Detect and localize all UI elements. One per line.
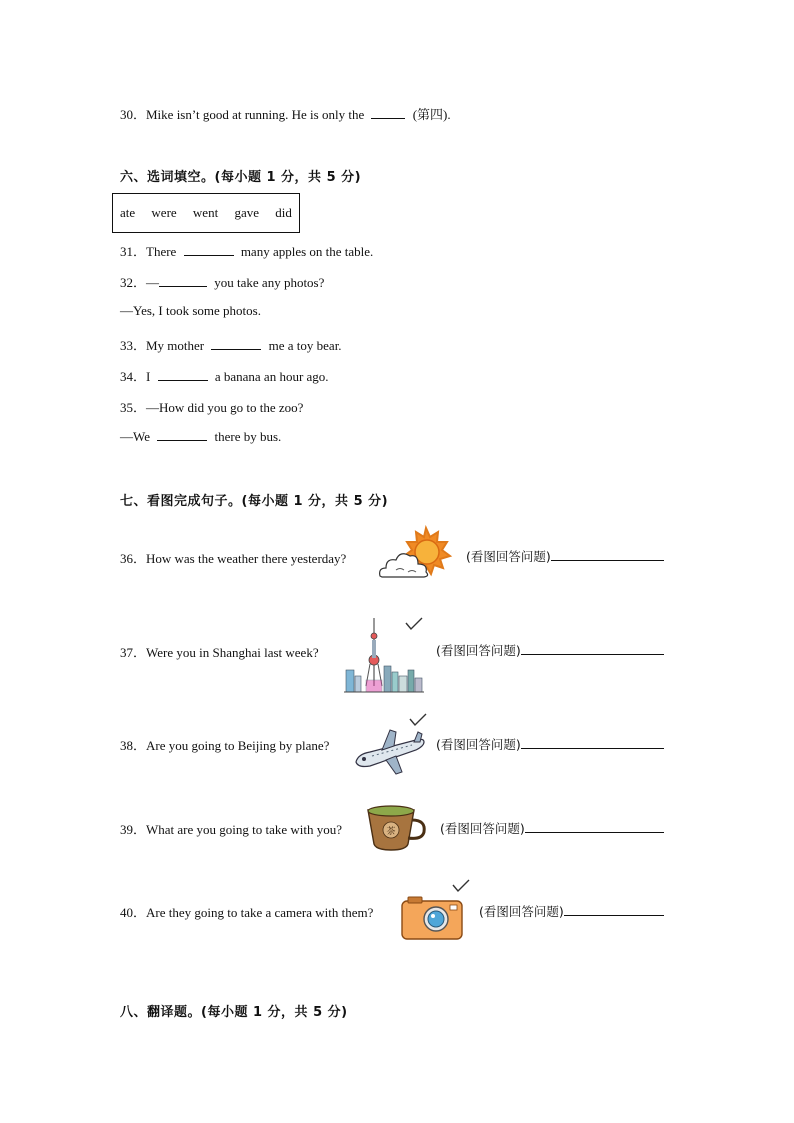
question-40-text: 40．Are they going to take a camera with them? xyxy=(120,905,374,920)
check-mark-icon xyxy=(409,713,427,727)
sun-cloud-icon xyxy=(376,524,454,580)
word-bank xyxy=(120,205,292,221)
question-38-text: 38．Are you going to Beijing by plane? xyxy=(120,738,330,753)
question-31-post: many apples on the table. xyxy=(240,244,374,259)
answer-blank[interactable] xyxy=(211,337,261,350)
question-33-post: me a toy bear. xyxy=(268,338,342,353)
answer-blank[interactable] xyxy=(159,274,207,287)
answer-line[interactable] xyxy=(525,820,664,833)
question-35-reply xyxy=(120,428,281,445)
answer-line[interactable] xyxy=(521,736,664,749)
tea-cup-icon xyxy=(366,804,428,854)
word-bank-box xyxy=(112,193,300,233)
question-32-pre: 32．— xyxy=(120,275,160,290)
question-35-pre: —We xyxy=(120,429,150,444)
answer-line[interactable] xyxy=(521,642,664,655)
question-37-answer xyxy=(436,641,664,659)
section-8-title: 八、翻译题。(每小题 1 分，共 5 分) xyxy=(120,1005,348,1020)
question-32-post: you take any photos? xyxy=(214,275,325,290)
answer-blank[interactable] xyxy=(184,243,234,256)
question-39-text: 39．What are you going to take with you? xyxy=(120,822,343,837)
answer-blank[interactable] xyxy=(158,368,208,381)
word-bank-item: did xyxy=(275,205,292,220)
word-bank-item: were xyxy=(151,205,177,220)
question-30-text: 30．Mike isn’t good at running. He is only the xyxy=(120,107,365,122)
question-36-text: 36．How was the weather there yesterday? xyxy=(120,551,347,566)
question-37-text: 37．Were you in Shanghai last week? xyxy=(120,645,319,660)
answer-prompt: (看图回答问题) xyxy=(466,549,551,564)
question-30-hint: (第四). xyxy=(412,107,451,122)
question-35: 35．—How did you go to the zoo? xyxy=(120,400,304,415)
question-34 xyxy=(120,366,329,385)
word-bank-item: went xyxy=(192,205,219,220)
section-7-title: 七、看图完成句子。(每小题 1 分，共 5 分) xyxy=(120,494,389,509)
answer-line[interactable] xyxy=(551,548,664,561)
question-40-answer xyxy=(479,902,664,920)
question-31-pre: 31．There xyxy=(120,244,177,259)
question-32 xyxy=(120,272,324,291)
question-39-answer xyxy=(440,819,664,837)
question-33 xyxy=(120,335,342,354)
question-31 xyxy=(120,241,373,260)
answer-blank[interactable] xyxy=(371,106,405,119)
question-33-pre: 33．My mother xyxy=(120,338,205,353)
word-bank-item: gave xyxy=(234,205,259,220)
check-mark-icon xyxy=(452,879,470,893)
question-32-reply: —Yes, I took some photos. xyxy=(120,303,261,318)
answer-blank[interactable] xyxy=(157,428,207,441)
question-34-pre: 34．I xyxy=(120,369,151,384)
answer-prompt: (看图回答问题) xyxy=(440,821,525,836)
word-bank-item: ate xyxy=(120,205,136,220)
answer-prompt: (看图回答问题) xyxy=(479,904,564,919)
answer-prompt: (看图回答问题) xyxy=(436,737,521,752)
question-36-answer xyxy=(466,547,664,565)
question-30 xyxy=(120,104,451,123)
shanghai-skyline-icon xyxy=(344,616,424,694)
answer-prompt: (看图回答问题) xyxy=(436,643,521,658)
question-35-post: there by bus. xyxy=(214,429,282,444)
section-6-title: 六、选词填空。(每小题 1 分，共 5 分) xyxy=(120,170,362,185)
airplane-icon xyxy=(352,728,426,776)
question-38-answer xyxy=(436,735,664,753)
question-34-post: a banana an hour ago. xyxy=(214,369,329,384)
camera-icon xyxy=(400,895,464,941)
tea-cup-char: 茶 xyxy=(386,827,396,837)
answer-line[interactable] xyxy=(564,903,664,916)
